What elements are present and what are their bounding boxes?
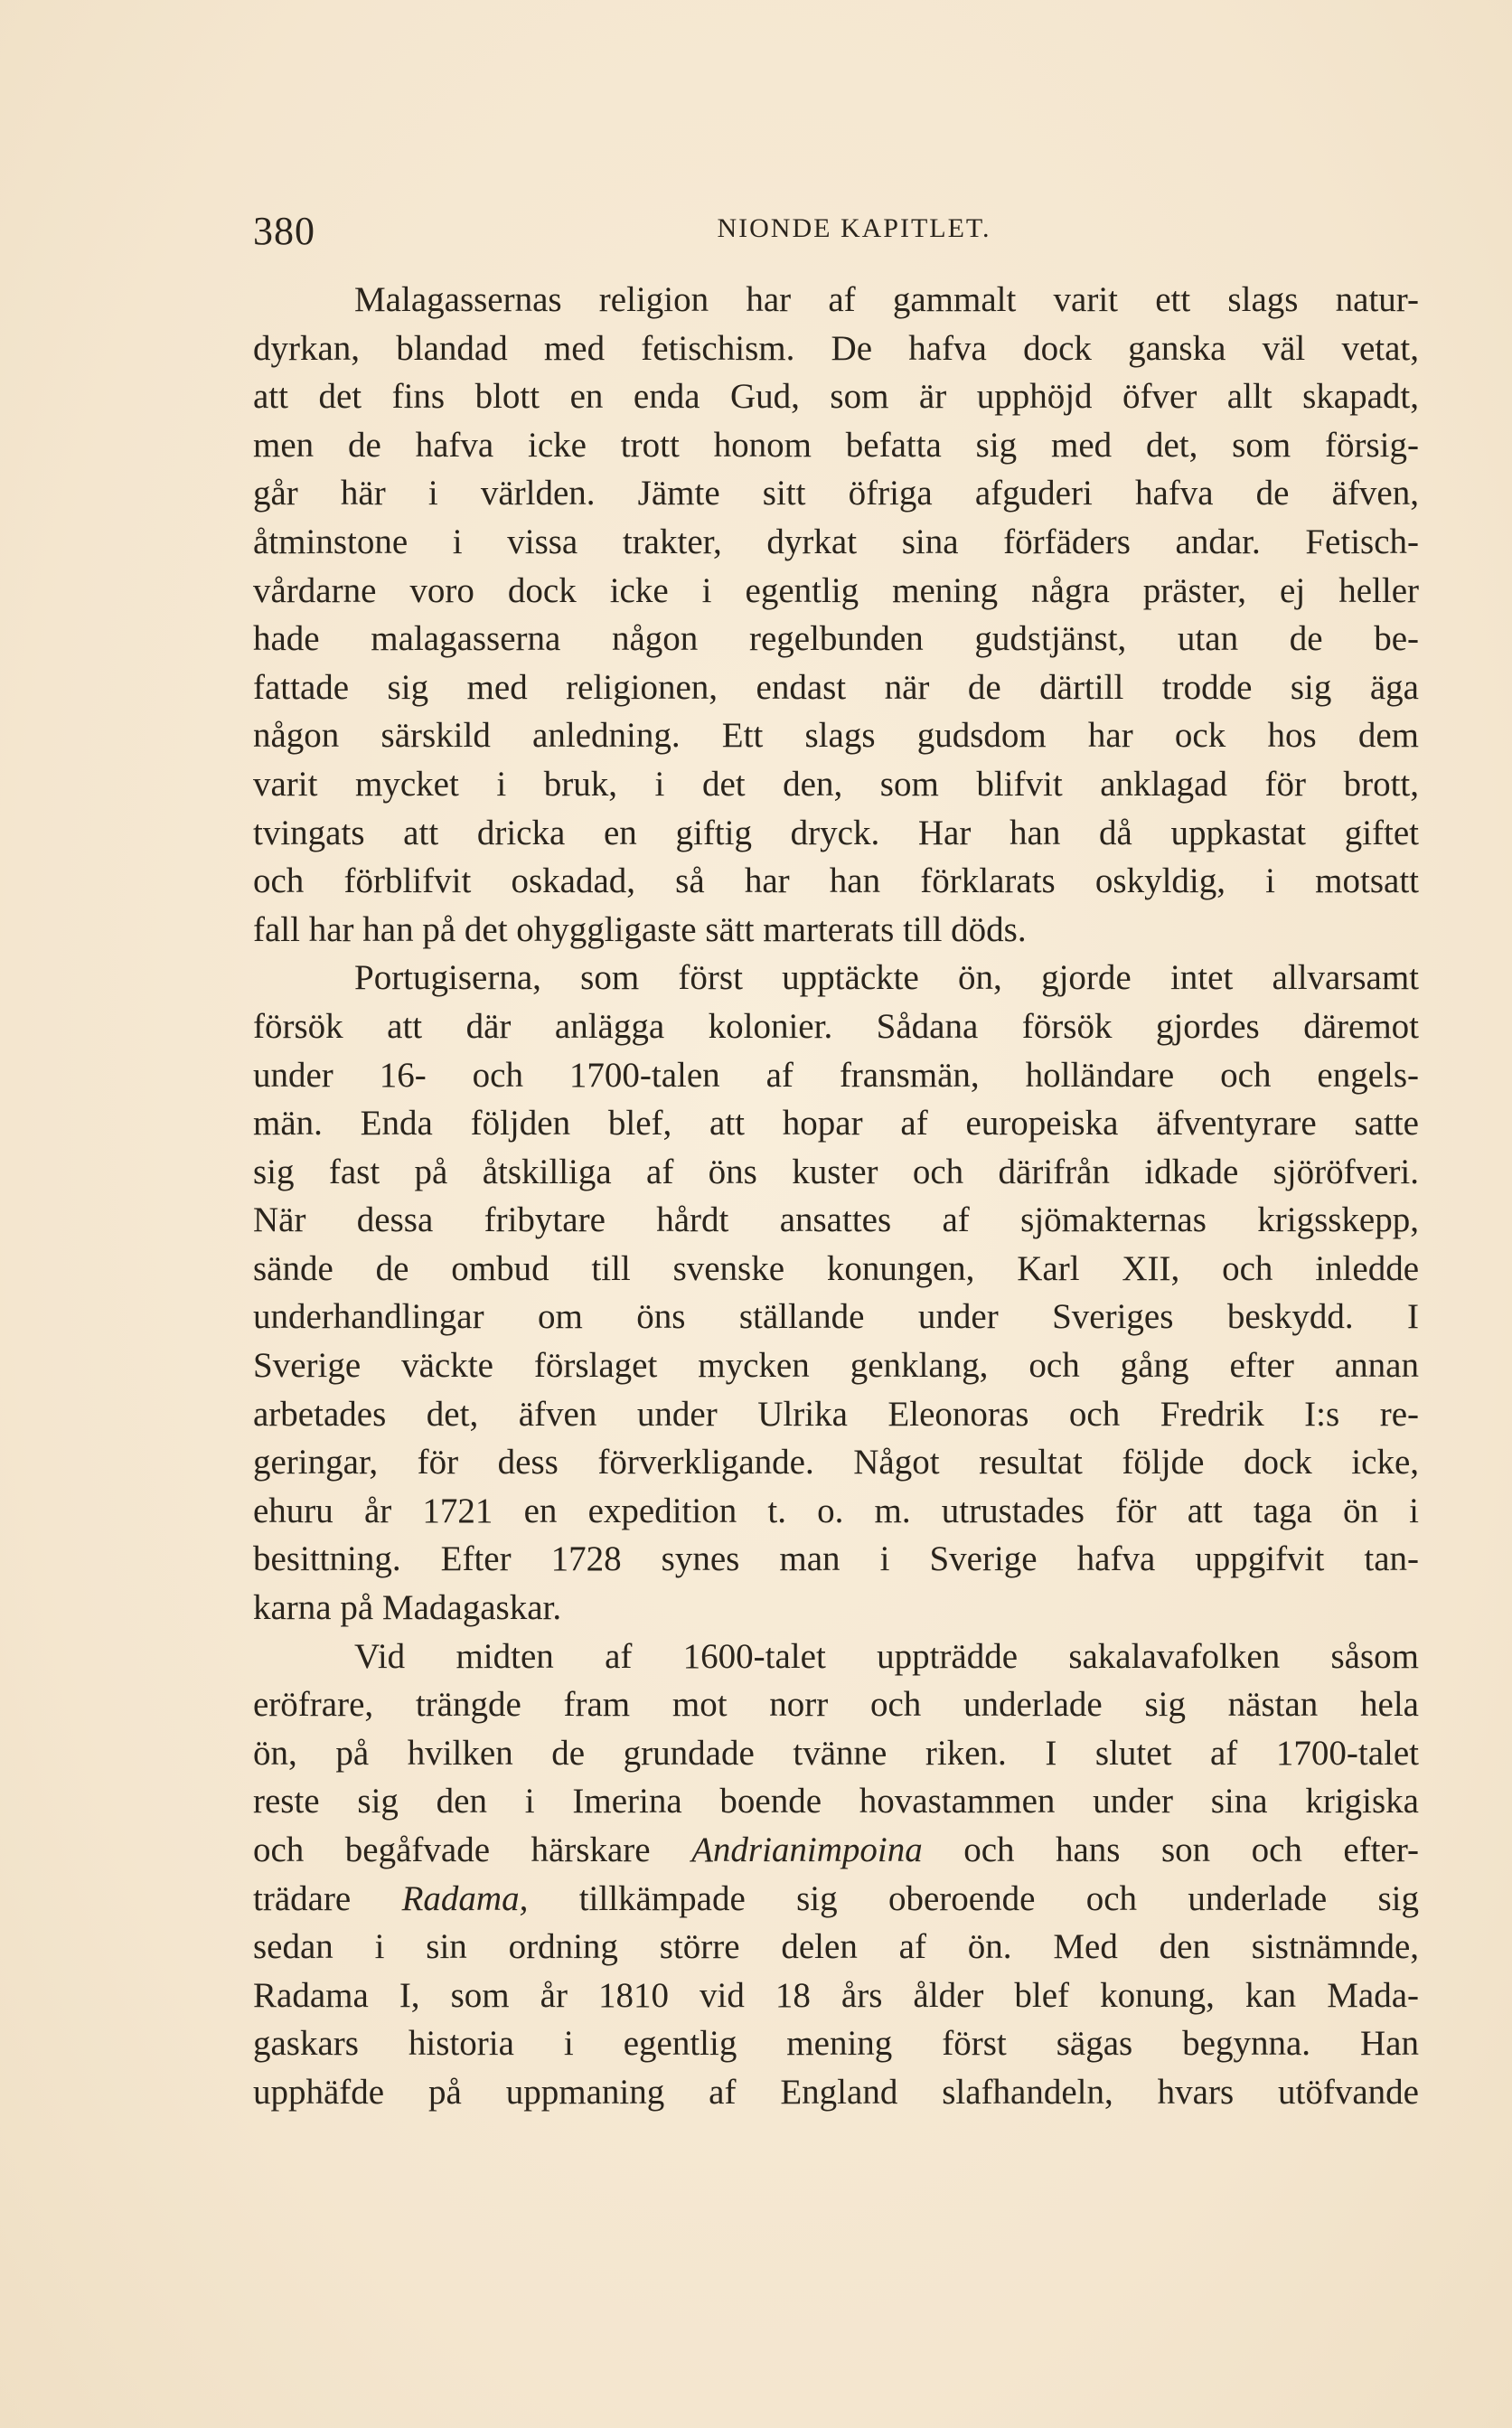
page-number: 380 <box>253 209 315 253</box>
italic-name-radama: Radama, <box>401 1878 529 1918</box>
text-line: fattade sig med religionen, endast när de därtill trodde sig äga <box>253 667 1419 707</box>
body-text <box>253 276 1419 2117</box>
text-line: men de hafva icke trott honom befatta sig med det, som försig- <box>253 425 1419 465</box>
text-line: vårdarne voro dock icke i egentlig mening några präster, ej heller <box>253 570 1419 610</box>
text-run: trädare <box>253 1878 352 1918</box>
text-run: tillkämpade sig oberoende och underlade sig <box>578 1878 1419 1918</box>
text-line: och förblifvit oskadad, så har han förklarats oskyldig, i motsatt <box>253 861 1419 901</box>
text-run: och hans son och efter- <box>963 1830 1420 1869</box>
text-line: går här i världen. Jämte sitt öfriga afguderi hafva de äfven, <box>253 474 1419 513</box>
text-line: sedan i sin ordning större delen af ön. Med den sistnämnde, <box>253 1927 1419 1967</box>
text-line: män. Enda följden blef, att hopar af europeiska äfventyrare satte <box>253 1104 1419 1143</box>
text-line: sig fast på åtskilliga af öns kuster och därifrån idkade sjöröfveri. <box>253 1152 1419 1191</box>
italic-name-andrianimpoina: Andrianimpoina <box>691 1830 923 1869</box>
text-run: och begåfvade härskare <box>253 1830 651 1869</box>
text-line: underhandlingar om öns ställande under Sveriges beskydd. I <box>253 1297 1419 1337</box>
text-line: Vid midten af 1600-talet uppträdde sakalavafolken såsom <box>354 1636 1419 1676</box>
text-line: fall har han på det ohyggligaste sätt marterats till döds. <box>253 909 1027 949</box>
text-line: under 16- och 1700-talen af fransmän, holländare och engels- <box>253 1055 1419 1095</box>
text-line: åtminstone i vissa trakter, dyrkat sina förfäders andar. Fetisch- <box>253 522 1419 561</box>
text-line: karna på Madagaskar. <box>253 1588 562 1628</box>
text-line: ön, på hvilken de grundade tvänne riken. I slutet af 1700-talet <box>253 1733 1419 1773</box>
text-line: att det fins blott en enda Gud, som är upphöjd öfver allt skapadt, <box>253 377 1419 417</box>
text-line: sände de ombud till svenske konungen, Karl XII, och inledde <box>253 1248 1419 1288</box>
text-line: Radama I, som år 1810 vid 18 års ålder blef konung, kan Mada- <box>253 1975 1419 2015</box>
text-line: Portugiserna, som först upptäckte ön, gjorde intet allvarsamt <box>354 958 1419 998</box>
text-line: reste sig den i Imerina boende hovastammen under sina krigiska <box>253 1782 1419 1821</box>
text-line: besittning. Efter 1728 synes man i Sverige hafva uppgifvit tan- <box>253 1539 1419 1579</box>
text-line: ehuru år 1721 en expedition t. o. m. utrustades för att taga ön i <box>253 1491 1419 1530</box>
text-line: hade malagasserna någon regelbunden gudstjänst, utan de be- <box>253 619 1419 659</box>
text-line: När dessa fribytare hårdt ansattes af sjömakternas krigsskepp, <box>253 1200 1419 1240</box>
text-line: Sverige väckte förslaget mycken genklang, och gång efter annan <box>253 1346 1419 1386</box>
running-head: NIONDE KAPITLET. <box>717 213 991 243</box>
text-line: gaskars historia i egentlig mening först sägas begynna. Han <box>253 2024 1419 2064</box>
text-line: försök att där anlägga kolonier. Sådana försök gjordes däremot <box>253 1006 1419 1046</box>
text-line: dyrkan, blandad med fetischism. De hafva dock ganska väl vetat, <box>253 328 1419 368</box>
text-line: Malagassernas religion har af gammalt varit ett slags natur- <box>354 280 1419 319</box>
text-line: varit mycket i bruk, i det den, som blifvit anklagad för brott, <box>253 764 1419 804</box>
page-header <box>253 208 1419 271</box>
text-line: eröfrare, trängde fram mot norr och underlade sig nästan hela <box>253 1685 1419 1725</box>
text-line: tvingats att dricka en giftig dryck. Har han då uppkastat giftet <box>253 813 1419 852</box>
text-line: arbetades det, äfven under Ulrika Eleonoras och Fredrik I:s re- <box>253 1394 1419 1434</box>
text-line <box>253 1826 1419 1875</box>
text-line: upphäfde på uppmaning af England slafhandeln, hvars utöfvande <box>253 2072 1419 2112</box>
text-line: någon särskild anledning. Ett slags gudsdom har ock hos dem <box>253 716 1419 756</box>
text-line: geringar, för dess förverkligande. Något resultat följde dock icke, <box>253 1443 1419 1482</box>
text-line <box>253 1875 1419 1924</box>
